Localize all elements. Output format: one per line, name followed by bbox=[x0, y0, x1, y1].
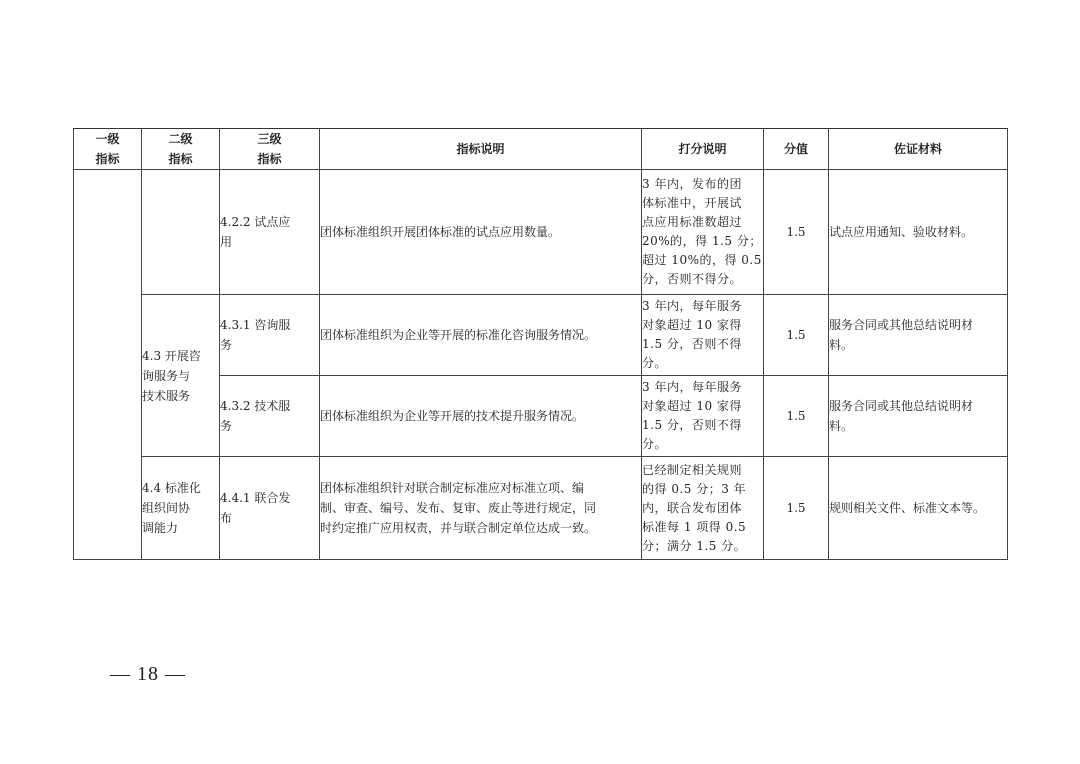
evidence-cell: 试点应用通知、验收材料。 bbox=[829, 170, 1008, 295]
table-row bbox=[74, 457, 1008, 560]
scoring-cell: 已经制定相关规则 的得 0.5 分；3 年 内，联合发布团体 标准每 1 项得 0.5 分；满分 1.5 分。 bbox=[642, 457, 764, 560]
level3-cell: 4.3.2 技术服 务 bbox=[220, 376, 320, 457]
evidence-cell: 规则相关文件、标准文本等。 bbox=[829, 457, 1008, 560]
description-cell: 团体标准组织为企业等开展的技术提升服务情况。 bbox=[320, 376, 642, 457]
score-cell: 1.5 bbox=[764, 295, 829, 376]
level3-cell: 4.3.1 咨询服 务 bbox=[220, 295, 320, 376]
scoring-cell: 3 年内，每年服务 对象超过 10 家得 1.5 分，否则不得 分。 bbox=[642, 376, 764, 457]
evidence-cell: 服务合同或其他总结说明材 料。 bbox=[829, 295, 1008, 376]
header-evidence: 佐证材料 bbox=[829, 129, 1008, 170]
header-level2: 二级 指标 bbox=[142, 129, 220, 170]
level2-cell: 4.3 开展咨 询服务与 技术服务 bbox=[142, 295, 220, 457]
score-cell: 1.5 bbox=[764, 376, 829, 457]
level3-cell: 4.4.1 联合发 布 bbox=[220, 457, 320, 560]
level2-cell bbox=[142, 170, 220, 295]
evaluation-table bbox=[73, 128, 1008, 560]
score-cell: 1.5 bbox=[764, 170, 829, 295]
table-row bbox=[74, 170, 1008, 295]
evidence-cell: 服务合同或其他总结说明材 料。 bbox=[829, 376, 1008, 457]
header-level3: 三级 指标 bbox=[220, 129, 320, 170]
score-cell: 1.5 bbox=[764, 457, 829, 560]
table-header-row bbox=[74, 129, 1008, 170]
level3-cell: 4.2.2 试点应 用 bbox=[220, 170, 320, 295]
description-cell: 团体标准组织针对联合制定标准应对标准立项、编 制、审查、编号、发布、复审、废止等进行规定，同 时约定推广应用权责，并与联合制定单位达成一致。 bbox=[320, 457, 642, 560]
level2-cell: 4.4 标准化 组织间协 调能力 bbox=[142, 457, 220, 560]
description-cell: 团体标准组织开展团体标准的试点应用数量。 bbox=[320, 170, 642, 295]
description-cell: 团体标准组织为企业等开展的标准化咨询服务情况。 bbox=[320, 295, 642, 376]
scoring-cell: 3 年内，每年服务 对象超过 10 家得 1.5 分，否则不得 分。 bbox=[642, 295, 764, 376]
level1-cell bbox=[74, 170, 142, 560]
header-scoring: 打分说明 bbox=[642, 129, 764, 170]
header-score: 分值 bbox=[764, 129, 829, 170]
table-row bbox=[74, 295, 1008, 376]
header-description: 指标说明 bbox=[320, 129, 642, 170]
header-level1: 一级 指标 bbox=[74, 129, 142, 170]
page-number: — 18 — bbox=[110, 663, 186, 685]
scoring-cell: 3 年内，发布的团 体标准中，开展试 点应用标准数超过 20%的，得 1.5 分； 超过 10%的，得 0.5 分，否则不得分。 bbox=[642, 170, 764, 295]
